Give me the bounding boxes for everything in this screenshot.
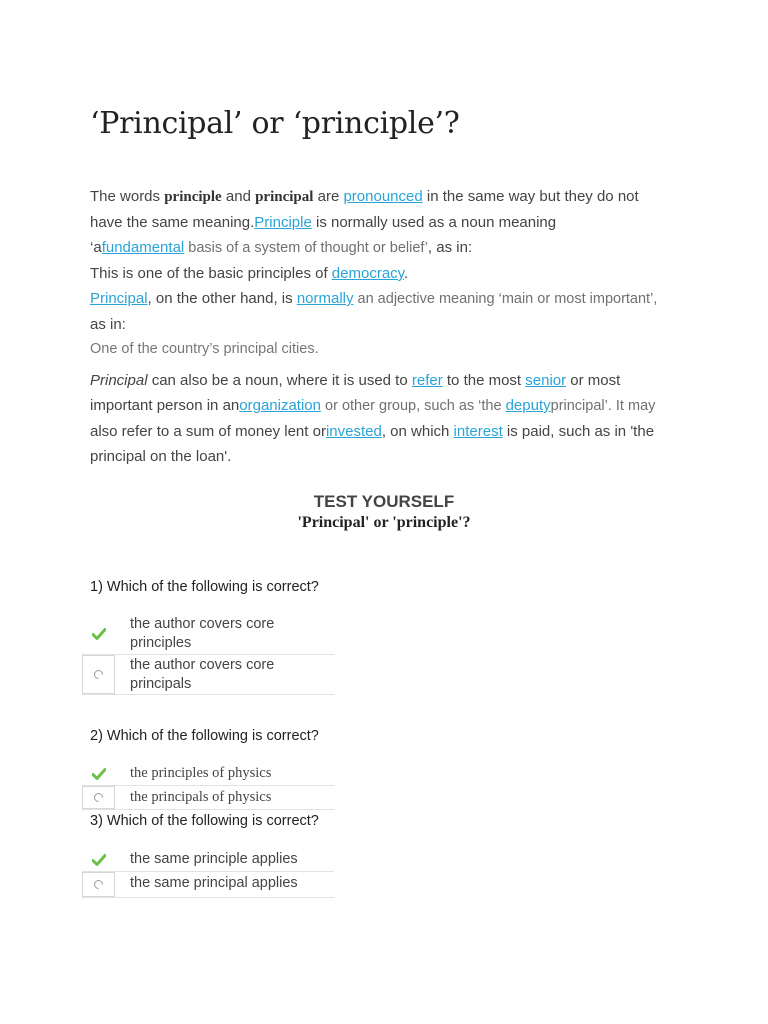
option-3a[interactable] — [82, 848, 334, 872]
option-1a[interactable] — [82, 614, 334, 655]
text: to the most — [442, 372, 526, 389]
text: or other group, such as ‘the — [321, 398, 506, 414]
link-principal[interactable]: Principal — [90, 290, 148, 307]
noun-line-3 — [90, 419, 680, 444]
link-interest[interactable]: interest — [453, 423, 503, 440]
text: This is one of the basic principles of — [90, 265, 332, 282]
text: important person in an — [90, 397, 240, 414]
text: principal’. It may — [550, 398, 656, 414]
text: have the same meaning. — [90, 214, 255, 231]
noun-paragraph — [90, 368, 680, 469]
definition-text: an adjective meaning ‘main or most important’, — [353, 291, 658, 307]
link-senior[interactable]: senior — [525, 372, 567, 389]
term-principal-italic: Principal — [90, 372, 148, 389]
link-pronounced[interactable]: pronounced — [343, 188, 423, 205]
text: can also be a noun, where it is used to — [147, 372, 412, 389]
intro-line-1 — [90, 184, 680, 210]
text: , on the other hand, is — [147, 290, 297, 307]
text: is normally used as a noun meaning — [311, 214, 557, 231]
text: . — [404, 265, 409, 282]
text: in the same way but they do not — [422, 188, 639, 205]
option-label: the same principal applies — [130, 875, 298, 891]
term-principle: principle — [164, 189, 222, 205]
page-title: ‘Principal’ or ‘principle’? — [90, 106, 460, 141]
check-icon — [82, 762, 115, 785]
definition-text: basis of a system of thought or belief’ — [184, 240, 428, 256]
test-header — [0, 491, 768, 533]
radio-icon[interactable] — [82, 872, 115, 897]
option-label — [130, 655, 334, 694]
text: are — [313, 188, 344, 205]
check-icon — [82, 614, 115, 654]
question-2-options — [82, 762, 334, 810]
test-subtitle: 'Principal' or 'principle'? — [297, 514, 471, 531]
link-fundamental[interactable]: fundamental — [101, 239, 185, 256]
noun-line-1 — [90, 368, 680, 393]
option-3b[interactable] — [82, 872, 334, 898]
link-democracy[interactable]: democracy — [331, 265, 405, 282]
link-principle[interactable]: Principle — [254, 214, 312, 231]
intro-line-6: as in: — [90, 316, 126, 333]
text: or most — [566, 372, 621, 389]
noun-line-4: principal on the loan'. — [90, 448, 232, 465]
text: also refer to a sum of money lent or — [90, 423, 326, 440]
question-2: 2) Which of the following is correct? — [90, 728, 319, 744]
option-2b[interactable] — [82, 786, 334, 810]
question-1-options — [82, 614, 334, 695]
option-line: principals — [130, 676, 192, 692]
text: , as in: — [427, 239, 473, 256]
text: is paid, such as in 'the — [502, 423, 655, 440]
intro-line-3 — [90, 235, 680, 261]
check-icon — [82, 848, 115, 871]
option-line: principles — [130, 635, 192, 651]
noun-line-2 — [90, 393, 680, 419]
radio-icon[interactable] — [82, 655, 115, 694]
option-label: the principles of physics — [130, 765, 272, 781]
question-3: 3) Which of the following is correct? — [90, 813, 319, 829]
link-deputy[interactable]: deputy — [505, 397, 551, 414]
text: , on which — [381, 423, 454, 440]
intro-line-4 — [90, 261, 680, 286]
link-refer[interactable]: refer — [411, 372, 443, 389]
option-label: the principals of physics — [130, 789, 272, 805]
option-line: the author covers core — [130, 616, 275, 632]
intro-line-2 — [90, 210, 680, 235]
link-organization[interactable]: organization — [239, 397, 321, 414]
option-label — [130, 614, 334, 653]
intro-line-5 — [90, 286, 680, 312]
text: The words — [90, 188, 165, 205]
question-1: 1) Which of the following is correct? — [90, 579, 319, 595]
text: and — [221, 188, 256, 205]
link-invested[interactable]: invested — [325, 423, 382, 440]
test-title: TEST YOURSELF — [313, 492, 455, 511]
intro-paragraph — [90, 184, 680, 362]
option-label: the same principle applies — [130, 851, 298, 867]
link-normally[interactable]: normally — [296, 290, 354, 307]
example-sentence: One of the country’s principal cities. — [90, 341, 319, 357]
text: ‘a — [90, 239, 102, 256]
term-principal: principal — [255, 189, 314, 205]
option-2a[interactable] — [82, 762, 334, 786]
option-1b[interactable] — [82, 655, 334, 695]
question-3-options — [82, 848, 334, 898]
radio-icon[interactable] — [82, 786, 115, 809]
option-line: the author covers core — [130, 657, 275, 673]
